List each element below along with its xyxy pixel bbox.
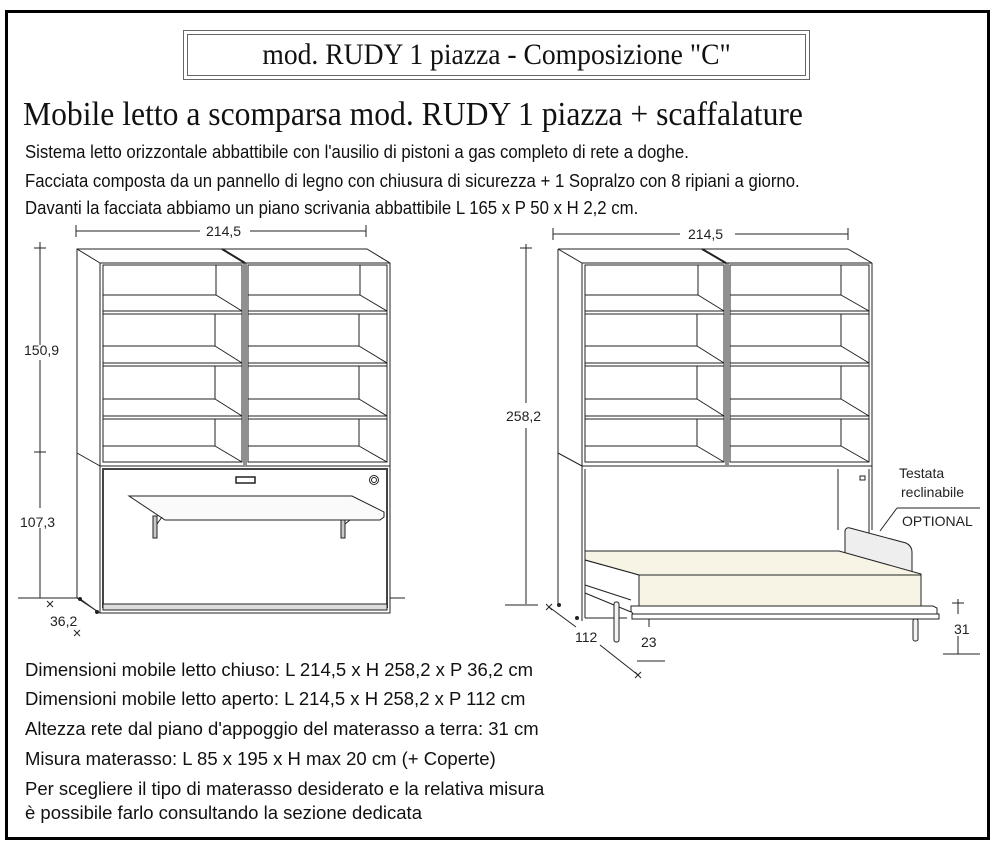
leg-offset-label: 23 bbox=[641, 634, 657, 650]
headboard-label-line-1: Testata bbox=[899, 465, 945, 481]
open-depth-label: 112 bbox=[575, 629, 598, 645]
drawing-closed bbox=[18, 225, 405, 636]
bed-height-label: 31 bbox=[954, 621, 970, 637]
closed-upper-height-label: 150,9 bbox=[24, 342, 60, 358]
closed-depth-label: 36,2 bbox=[50, 613, 78, 629]
closed-width-label: 214,5 bbox=[206, 223, 242, 239]
spec-bed-height: Altezza rete dal piano d'appoggio del materasso a terra: 31 cm bbox=[25, 718, 539, 739]
page-title: mod. RUDY 1 piazza - Composizione "C" bbox=[262, 38, 731, 71]
spec-note-line-1: Per scegliere il tipo di materasso desiderato e la relativa misura bbox=[25, 778, 545, 799]
description-line-1: Sistema letto orizzontale abbattibile con l'ausilio di pistoni a gas completo di rete a doghe. bbox=[25, 142, 689, 162]
spec-note-line-2: è possibile farlo consultando la sezione dedicata bbox=[25, 802, 422, 823]
product-heading: Mobile letto a scomparsa mod. RUDY 1 piazza + scaffalature bbox=[23, 96, 803, 133]
description-line-3: Davanti la facciata abbiamo un piano scrivania abbattibile L 165 x P 50 x H 2,2 cm. bbox=[25, 198, 639, 218]
headboard-label-line-2: reclinabile bbox=[901, 484, 965, 500]
description-line-2: Facciata composta da un pannello di legno con chiusura di sicurezza + 1 Sopralzo con 8 ripiani a giorno. bbox=[25, 171, 800, 191]
open-width-label: 214,5 bbox=[688, 226, 724, 242]
headboard-optional-label: OPTIONAL bbox=[902, 513, 973, 529]
spec-closed-dimensions: Dimensioni mobile letto chiuso: L 214,5 x H 258,2 x P 36,2 cm bbox=[25, 659, 533, 680]
spec-mattress-size: Misura materasso: L 85 x 195 x H max 20 cm (+ Coperte) bbox=[25, 748, 496, 769]
drawing-open bbox=[505, 228, 980, 678]
closed-lower-height-label: 107,3 bbox=[20, 514, 56, 530]
open-height-label: 258,2 bbox=[506, 408, 542, 424]
spec-open-dimensions: Dimensioni mobile letto aperto: L 214,5 x H 258,2 x P 112 cm bbox=[25, 688, 526, 709]
